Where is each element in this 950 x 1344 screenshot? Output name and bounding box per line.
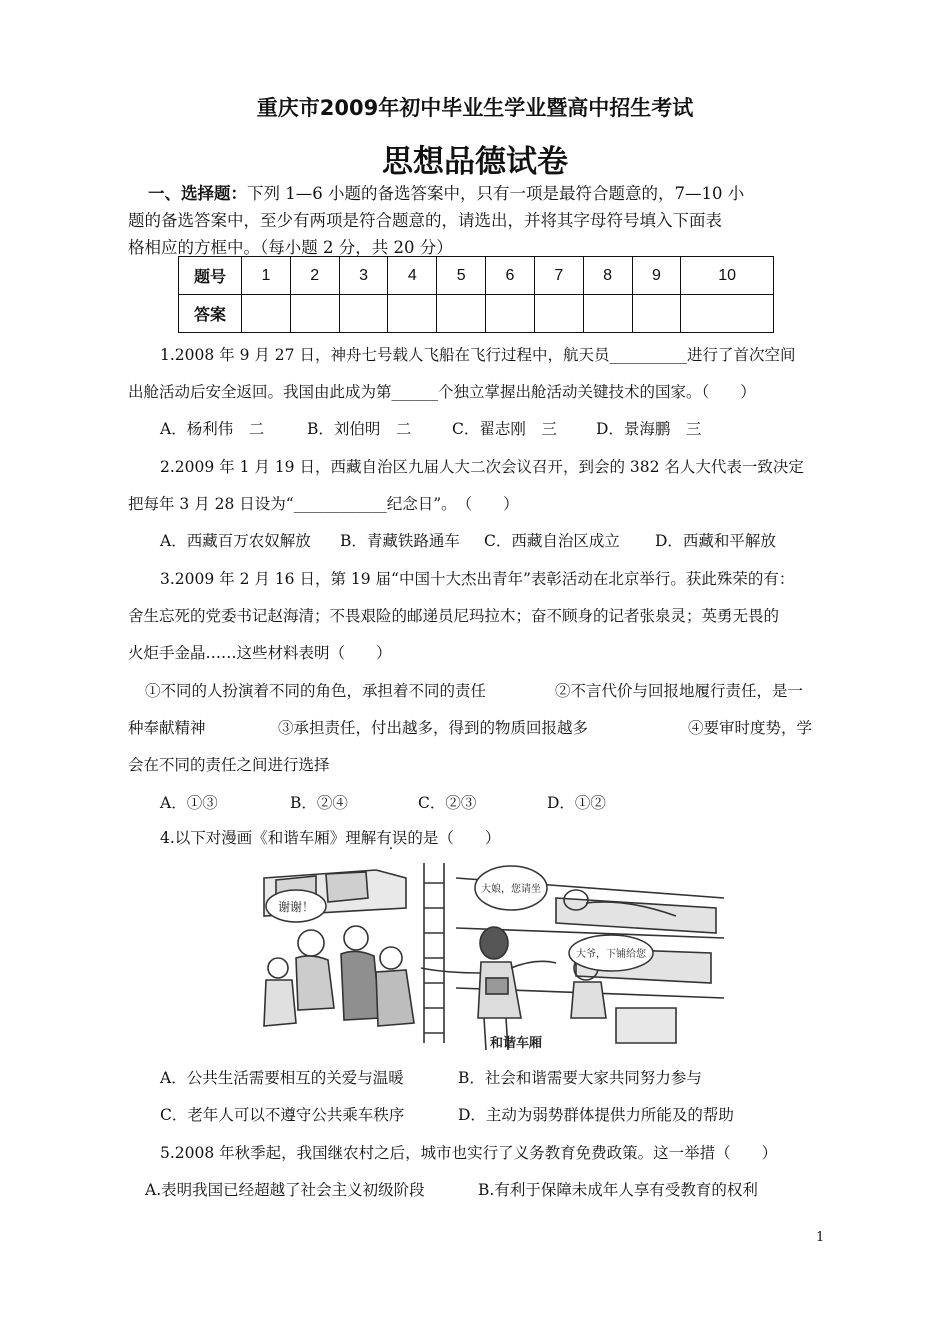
- answer-cell[interactable]: [290, 295, 339, 333]
- harmonious-carriage-cartoon: [256, 858, 726, 1053]
- section1-instructions: [128, 180, 828, 261]
- q4-suffix: 的是（ ）: [407, 829, 501, 847]
- q-number-cell: 5: [437, 257, 486, 295]
- speech-bubble-lower-bunk-text: 大爷，下铺给您: [576, 949, 646, 960]
- q-number-cell: 4: [388, 257, 437, 295]
- page-number: 1: [816, 1230, 825, 1245]
- q5-line-1: 5.2008 年秋季起，我国继农村之后，城市也实行了义务教育免费政策。这一举措（ ）: [160, 1144, 778, 1162]
- answer-cell[interactable]: [534, 295, 583, 333]
- exam-title: 重庆市2009年初中毕业生学业暨高中招生考试: [256, 96, 694, 120]
- instr-text-3: 格相应的方框中。（每小题 2 分，共 20 分）: [128, 238, 453, 257]
- q4-emphasis: 有误: [376, 829, 408, 847]
- q1-option-c: C．翟志刚 三: [452, 420, 557, 438]
- row-label-answer: 答案: [179, 295, 242, 333]
- answer-table-answer-row: [179, 295, 774, 333]
- q3-option-d: D．①②: [547, 794, 606, 812]
- q1-option-b: B．刘伯明 二: [307, 420, 412, 438]
- q3-statement-3: ③承担责任，付出越多，得到的物质回报越多: [278, 719, 589, 737]
- q2-option-c: C．西藏自治区成立: [484, 532, 620, 550]
- q3-option-a: A．①③: [160, 794, 218, 812]
- answer-table-number-row: [179, 257, 774, 295]
- q-number-cell: 7: [534, 257, 583, 295]
- q-number-cell: 3: [339, 257, 388, 295]
- answer-cell[interactable]: [242, 295, 291, 333]
- exam-subtitle: 思想品德试卷: [382, 144, 568, 180]
- q3-line-2: 舍生忘死的党委书记赵海清；不畏艰险的邮递员尼玛拉木；奋不顾身的记者张泉灵；英勇无畏的: [128, 607, 780, 625]
- q2-option-a: A．西藏百万农奴解放: [160, 532, 311, 550]
- q3-option-c: C．②③: [418, 794, 477, 812]
- instr-text-1: 下列 1—6 小题的备选答案中，只有一项是最符合题意的，7—10 小: [247, 184, 745, 203]
- q3-statement-4: ④要审时度势，学: [688, 719, 813, 737]
- q1-line-2: 出舱活动后安全返回。我国由此成为第______个独立掌握出舱活动关键技术的国家。（ ）: [128, 383, 756, 401]
- answer-cell[interactable]: [437, 295, 486, 333]
- answer-cell[interactable]: [583, 295, 632, 333]
- answer-cell[interactable]: [388, 295, 437, 333]
- q-number-cell: 1: [242, 257, 291, 295]
- q4-line-1: [160, 826, 860, 848]
- q3-statement-4-cont: 会在不同的责任之间进行选择: [128, 756, 330, 774]
- q3-statement-2: ②不言代价与回报地履行责任，是一: [555, 682, 804, 700]
- q3-line-1: 3.2009 年 2 月 16 日，第 19 届“中国十大杰出青年”表彰活动在北京举行。获此殊荣的有：: [160, 570, 795, 588]
- q-number-cell: 8: [583, 257, 632, 295]
- q-number-cell: 9: [632, 257, 681, 295]
- q5-option-a: A.表明我国已经超越了社会主义初级阶段: [145, 1181, 425, 1199]
- q3-option-b: B．②④: [290, 794, 348, 812]
- speech-bubble-thanks-text: 谢谢！: [277, 900, 315, 914]
- q1-line-1: 1.2008 年 9 月 27 日，神舟七号载人飞船在飞行过程中，航天员__________进行了首次空间: [160, 346, 796, 364]
- speech-bubble-please-sit-text: 大娘，您请坐: [481, 884, 541, 895]
- q2-option-b: B．青藏铁路通车: [340, 532, 460, 550]
- instr-text-2: 题的备选答案中，至少有两项是符合题意的，请选出，并将其字母符号填入下面表: [128, 211, 722, 230]
- q-number-cell: 10: [681, 257, 774, 295]
- q4-option-c: C．老年人可以不遵守公共乘车秩序: [160, 1106, 405, 1124]
- q1-option-a: A．杨利伟 二: [160, 420, 265, 438]
- q3-statement-1: ①不同的人扮演着不同的角色，承担着不同的责任: [145, 682, 487, 700]
- q-number-cell: 6: [486, 257, 535, 295]
- q1-option-d: D．景海鹏 三: [596, 420, 702, 438]
- q4-option-a: A．公共生活需要相互的关爱与温暖: [160, 1069, 404, 1087]
- section1-lead: 一、选择题：: [148, 184, 247, 203]
- q2-line-2: 把每年 3 月 28 日设为“____________纪念日”。 （ ）: [128, 495, 519, 513]
- answer-cell[interactable]: [339, 295, 388, 333]
- q2-option-d: D．西藏和平解放: [655, 532, 776, 550]
- answer-cell[interactable]: [486, 295, 535, 333]
- answer-table: [178, 256, 774, 333]
- q3-statement-2-cont: 种奉献精神: [128, 719, 206, 737]
- q4-option-d: D．主动为弱势群体提供力所能及的帮助: [458, 1106, 734, 1124]
- q4-option-b: B．社会和谐需要大家共同努力参与: [458, 1069, 702, 1087]
- answer-cell[interactable]: [632, 295, 681, 333]
- q3-line-3: 火炬手金晶……这些材料表明（ ）: [128, 644, 392, 662]
- q4-prefix: 4.以下对漫画《和谐车厢》理解: [160, 829, 377, 847]
- q2-line-1: 2.2009 年 1 月 19 日，西藏自治区九届人大二次会议召开，到会的 382 名人大代表一致决定: [160, 458, 804, 476]
- q-number-cell: 2: [290, 257, 339, 295]
- cartoon-caption: 和谐车厢: [489, 1036, 543, 1051]
- row-label-number: 题号: [179, 257, 242, 295]
- answer-cell[interactable]: [681, 295, 774, 333]
- q5-option-b: B.有利于保障未成年人享有受教育的权利: [478, 1181, 758, 1199]
